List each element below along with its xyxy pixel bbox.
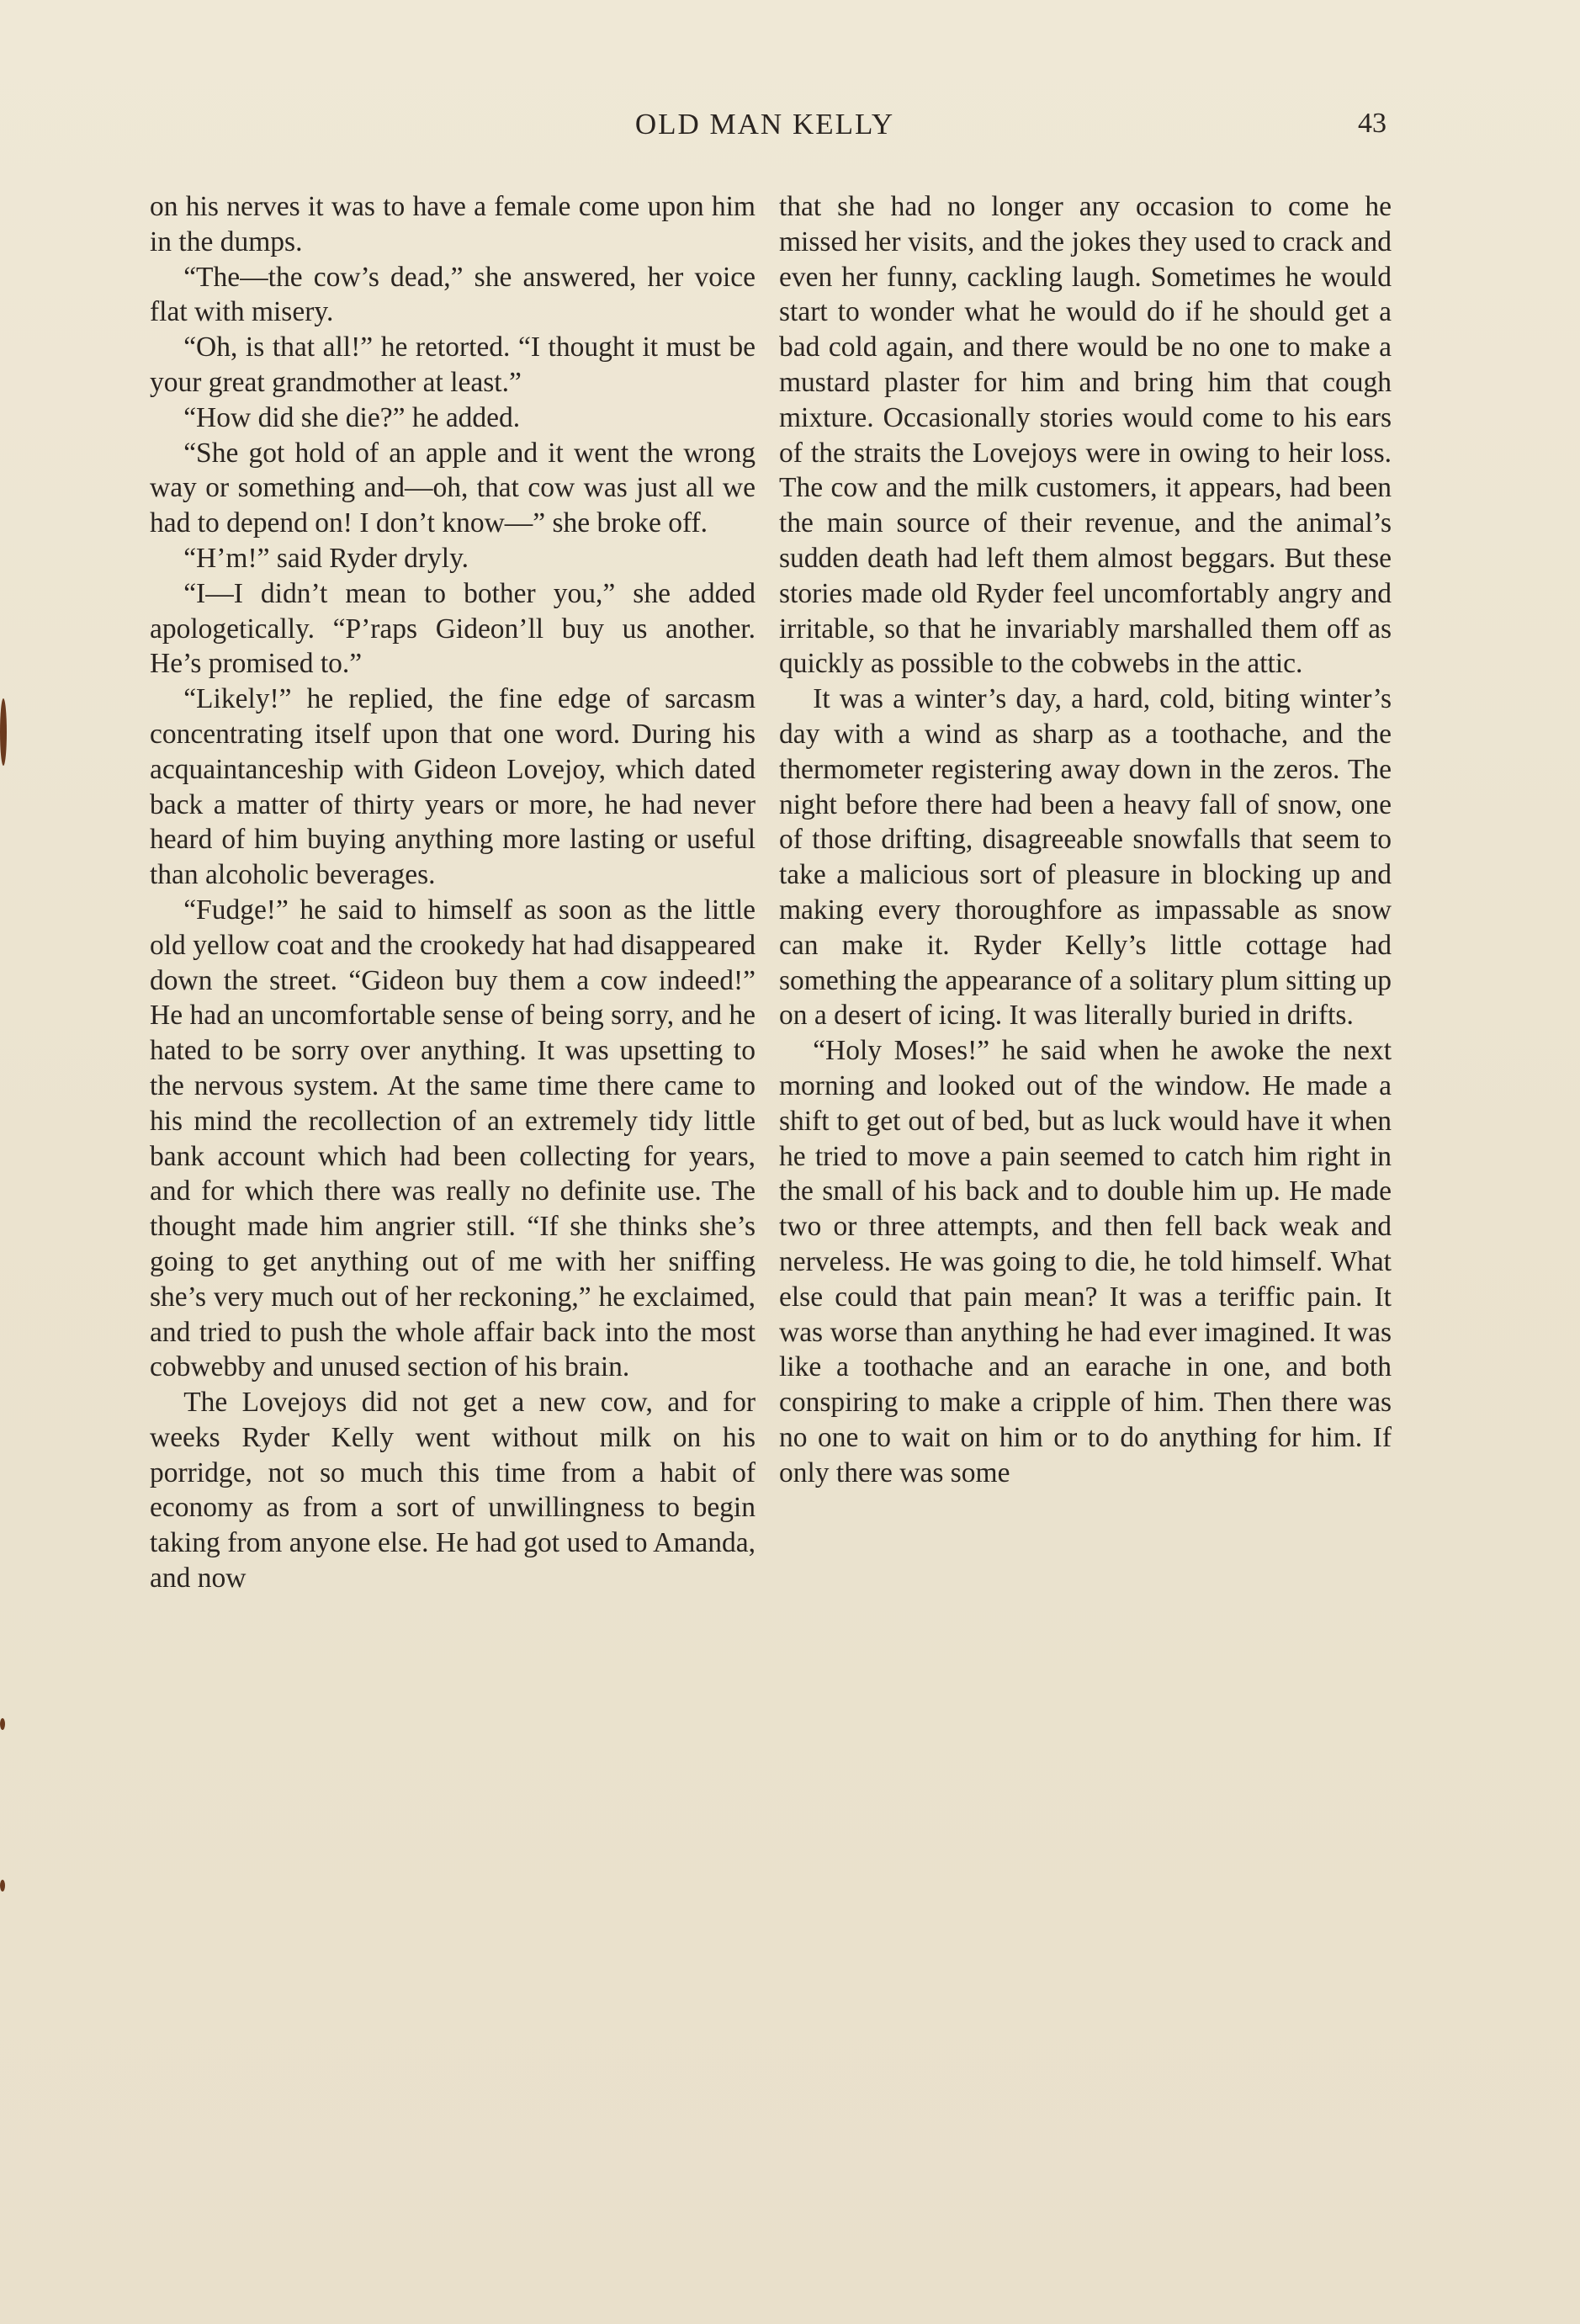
paragraph: “How did she die?” he added.	[183, 401, 521, 433]
paragraph: “The—the cow’s dead,” she answered, her voice flat with misery.	[150, 261, 756, 328]
page-header	[143, 108, 1386, 150]
paragraph: “Likely!” he replied, the fine edge of sarcasm concentrating itself upon that one word. During his acquaintanceship with Gideon Lovejoy, which dated back a matter of thirty years or more, he had never heard of him buying anything more lasting or useful than alcoholic beverages.	[150, 683, 756, 891]
page-edge-mark	[0, 1880, 5, 1892]
paragraph: It was a winter’s day, a hard, cold, biting winter’s day with a wind as sharp as a toothache, and the thermometer registering away down in the zeros. The night before there had been a heavy fall of snow, one of those drifting, disagreeable snowfalls that seem to take a malicious sort of pleasure in blocking up and making every thoroughfore as impassable as snow can make it. Ryder Kelly’s little cottage had something the appearance of a solitary plum sitting up on a desert of icing. It was literally buried in drifts.	[779, 683, 1392, 1032]
paragraph: “Fudge!” he said to himself as soon as the little old yellow coat and the crookedy hat had disappeared down the street. “Gideon buy them a cow indeed!” He had an uncomfortable sense of being sorry, and he hated to be sorry over anything. It was upsetting to the nervous system. At the same time there came to his mind the recollection of an extremely tidy little bank account which had been collecting for years, and for which there was really no definite use. The thought made him angrier still. “If she thinks she’s going to get anything out of me with her sniffing she’s very much out of her reckoning,” he exclaimed, and tried to push the whole affair back into the most cobwebby and unused section of his brain.	[150, 894, 756, 1383]
paragraph: “Oh, is that all!” he retorted. “I thought it must be your great grandmother at least.”	[150, 332, 756, 398]
paragraph: that she had no longer any occasion to come he missed her visits, and the jokes they used to crack and even her funny, cackling laugh. Sometimes he would start to wonder what he would do if he should get a bad cold again, and there would be no one to make a mustard plaster for him and bring him that cough mixture. Occasionally stories would come to his ears of the straits the Lovejoys were in owing to heir loss. The cow and the milk customers, it appears, had been the main source of their revenue, and the animal’s sudden death had left them almost beggars. But these stories made old Ryder feel uncomfortably angry and irritable, so that he invariably marshalled them off as quickly as possible to the cobwebs in the attic.	[779, 191, 1392, 680]
paragraph: “I—I didn’t mean to bother you,” she added apologetically. “P’raps Gideon’ll buy us another. He’s promised to.”	[150, 577, 756, 680]
right-column	[779, 189, 1392, 2083]
paragraph: The Lovejoys did not get a new cow, and for weeks Ryder Kelly went without milk on his porridge, not so much this time from a habit of economy as from a sort of unwillingness to begin taking from anyone else. He had got used to Amanda, and now	[150, 1387, 756, 1594]
paragraph: “She got hold of an apple and it went the wrong way or something and—oh, that cow was just all we had to depend on! I don’t know—” she broke off.	[150, 437, 756, 539]
left-column	[150, 189, 756, 2083]
page-edge-mark	[0, 698, 7, 766]
running-title: OLD MAN KELLY	[634, 108, 895, 141]
page-edge-mark	[0, 1718, 5, 1730]
page-number: 43	[1358, 108, 1386, 139]
paragraph: on his nerves it was to have a female come upon him in the dumps.	[150, 191, 756, 257]
paragraph: “Holy Moses!” he said when he awoke the next morning and looked out of the window. He made a shift to get out of bed, but as luck would have it when he tried to move a pain seemed to catch him right in the small of his back and to double him up. He made two or three attempts, and then fell back weak and nerveless. He was going to die, he told himself. What else could that pain mean? It was a teriffic pain. It was worse than anything he had ever imagined. It was like a toothache and an earache in one, and both conspiring to make a cripple of him. Then there was no one to wait on him or to do anything for him. If only there was some	[779, 1035, 1392, 1488]
paragraph: “H’m!” said Ryder dryly.	[183, 542, 469, 574]
